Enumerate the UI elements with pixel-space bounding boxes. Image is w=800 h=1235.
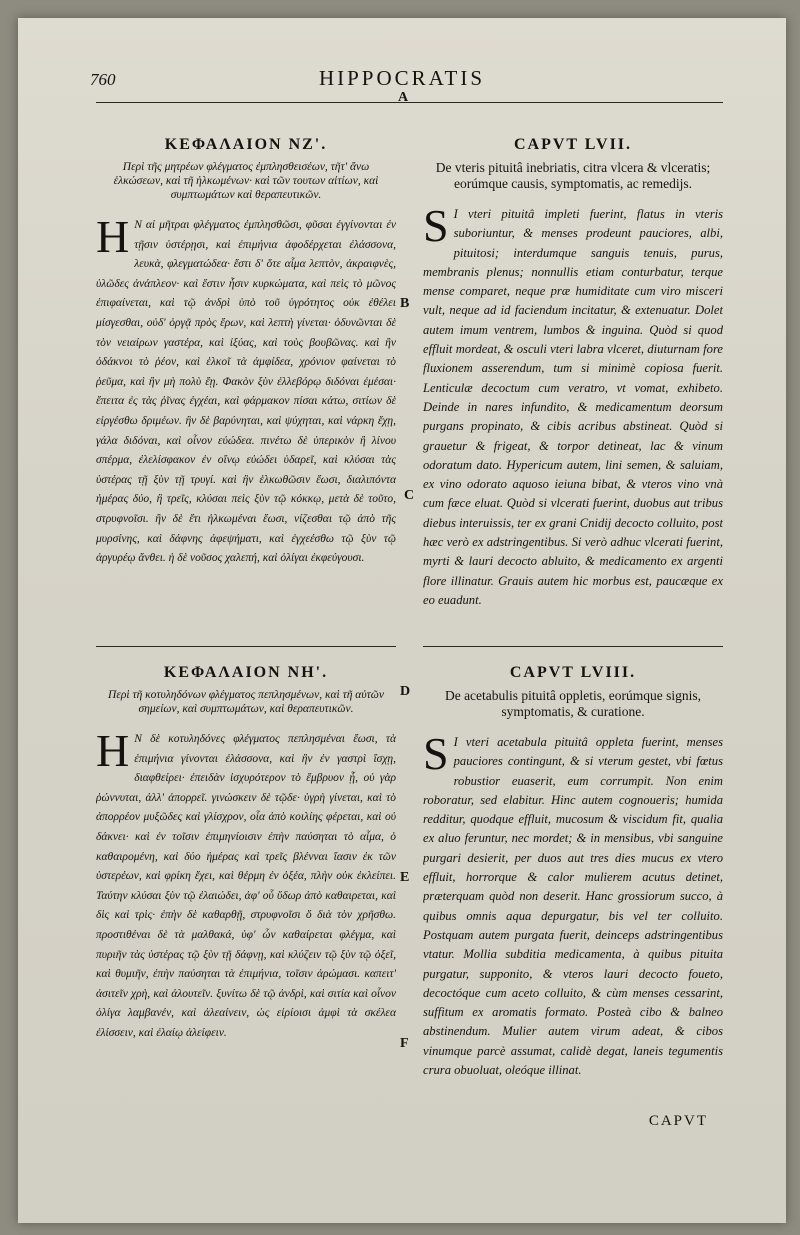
page-number: 760: [90, 70, 116, 89]
drop-cap: S: [423, 728, 449, 779]
book-page: [18, 18, 786, 1223]
work-title: HIPPOCRATIS: [318, 66, 486, 90]
greek-paragraph: Ν δὲ κοτυληδόνες φλέγματος πεπλησμέναι ἔωσι, τὰ ἐπιμήνια γίνονται ἐλάσσονα, καὶ ἢν ἐν γαστρὶ ἴσχῃ, διαφθείρει· ἐπειδὰν ἰσχυρότερον τὸ ἔμβρυον ᾖ, οὐ γὰρ ῥώννυται, ἀλλ' ἀπορρεῖ. γινώσκειν δὲ τῷδε· ὑγρὴ γίνεται, καὶ τὸ ἀπορρέον μυξῶδες καὶ γλίσχρον, οἷα ἀπὸ κοιλίης φέρεται, καὶ οὐ δάκνει· καὶ ἐν τοῖσιν ἐπιμηνίοισιν ἐπὴν παύσηται τὸ αἷμα, ὁ καθαιρομένη, καὶ δύο ἡμέρας καὶ τρεῖς βλένναι ἴασιν ἐκ τῶν ὑστερέων, καὶ φρίκη ἔχει, καὶ θέρμη ἐν ὀξέα, πλὴν οὐκ ἐκλείπει. Ταύτην κλύσαι ξὺν τῷ ἐλαιώδει, ἀφ' οὗ ὕδωρ ἀπὸ καθαιρεται, καὶ δὶς καὶ τρὶς· ἐπὴν δὲ καθαρθῇ, στρυφνοῖσι ὅ διὰ τὸν χρῆσθω. προστιθέναι δὲ τὰ μαλθακά, ὑφ' ὧν καθαίρεται φλέγμα, καὶ πυριῆν τὰς ὑστέρας τῷ ξὺν τῇ δάφνῃ, καὶ κλύζειν τῷ ξὺν τῷ ὀξεῖ, καὶ θυμιῆν, ἐπὴν παύσηται τὰ ἐπιμήνια, τοῖσιν ἀρώμασι. καπειτ' ἀσιτεῖν χρὴ, καὶ ἀλουτεῖν. ξυνίτω δὲ τῷ ἀνδρὶ, καὶ σιτία καὶ οἶνον ὀλίγα λαμβανέν, καὶ ἀλεαίνειν, ὡς εἰρίοισι ἀμφὶ τὰ σκέλεα ἐλίσσειν, καὶ ἐλαίῳ ἀλείφειν.: [96, 733, 396, 1039]
latin-chapter-summary: De acetabulis pituitâ oppletis, eorúmque signis, symptomatis, & curatione.: [444, 688, 702, 719]
greek-chapter-text: [96, 725, 396, 1044]
greek-chapter-heading: ΚΕΦΑΛΑΙΟΝ ΝΗ'.: [163, 664, 329, 681]
latin-column-chapter-57: [423, 136, 723, 638]
catchword: CAPVT: [648, 1113, 708, 1129]
greek-column-chapter-57: [96, 136, 396, 638]
margin-letter-b: B: [400, 296, 410, 311]
latin-paragraph: I vteri acetabula pituitâ oppleta fuerint, menses pauciores contingunt, & si vterum gestet, vbi fœtus robustior euaserit, eum corrumpit. Non enim roboratur, sed elabitur. Hinc autem cognoueris; humida redditur, quodque effluit, mucosum & viscidum fit, qualia ex aluo feruntur, nec mordet; & in mensibus, vbi sanguine purgari desierit, per duos aut tres dies mucus ex vtero effluit, horrorque & calor mulierem acutus detinet, præterquam quòd non deserit. Hanc grossiorum succo, à quibus omnis aqua depurgatur, bis vel ter colluito. Postquam autem purgata fuerit, deinceps adstringentibus vtatur. Mollia subditia medicamenta, à quibus pituita purgatur, supponito, & vteros lauri decocto foueto, decoctóque cum aceto colluito, & cùm menses cessarint, suffitum ex aromatis formato. Posteà cibo & balneo abstinendum. Mulier autem virum adeat, & cibos vinumque parcè assumat, calidè degat, laneis tegumentis crura obuoluat, oleóque illinat.: [423, 735, 723, 1078]
latin-column-chapter-58: [423, 664, 723, 1096]
greek-paragraph: Ν αἱ μῆτραι φλέγματος ἐμπλησθῶσι, φῦσαι ἐγγίνονται ἐν τῇσιν ὑστέρῃσι, καὶ ἐπιμήνια ἀφοδέρχεται ἐλάσσονα, λευκὰ, φλεγματώδεα· ἔστι δ' ὅτε αἷμα λεπτὸν, ἀκραιφνὲς, ὑλῶδες ἀνάπλεον· καὶ ἔστιν ἦσιν κυρκώματα, καὶ πεὶς τὸ μῶνος ἐπιφαίνεται, καὶ τῷ ἀνδρὶ ὑπὸ τοῦ ὑγρότητος οὐκ ἐθέλει μίσγεσθαι, οὐδ' ὀργᾷ πρὸς ἔρων, καὶ λεπτὴ γίνεται· ὀδυνῶνται δὲ τὸν νειαίρων γαστέρα, καὶ ἰξύας, καὶ τοὺς βουβῶνας. καὶ ἢν ὀδάκνοι τὸ ῥέον, καὶ ἑλκοῖ τὰ ἀμφίδεα, χρόνιον φαίνεται τὸ ῥεῦμα, καὶ ἢν μὴ πολὺ ἔῃ. Φακὸν ξὺν ἐλλεβόρῳ διδόναι ἐμέσαι· ἔπειτα ἐς τὰς ῥῖνας ἐγχέαι, καὶ φάρμακον πίσαι κάτω, σιτίων δὲ εἰργέσθω δριμέων. ἢν δὲ βαρύνηται, καὶ ψύχηται, καὶ νάρκη ἔχῃ, γάλα διδόναι, καὶ οἶνον εὐώδεα. πινέτω δὲ ὑπερικὸν ἢ λίνου σπέρμα, ἐλελίσφακον ἐν οἴνῳ εὐώδει ὑδαρεῖ, καὶ κλύσαι τὰς ὑστέρας τῇ ξὺν τῇ τρυγί. καὶ ἢν ἑλκωθῶσιν ἔωσι, διαλιπόντα ἡμέρας δύο, ἢ τρεῖς, κλύσαι πεὶς ξὺν τῷ κόκκῳ, μετὰ δὲ τοῦτο, στρυφνοῖσι. ἢν δὲ ἔτι ἡλκωμέναι ἔωσι, νίζεσθαι τῷ ἀπὸ τῆς μυρσίνης, καὶ δάφνης ἀφεψήματι, καὶ ἐγχεέσθω τῷ ξὺν τῷ ἀργυρέῳ ἄνθει. ἡ δὲ νοῦσος χαλεπή, καὶ ὀλίγαι ἐκφεύγουσι.: [96, 219, 396, 565]
latin-chapter-text: [423, 200, 723, 610]
latin-chapter-text: [423, 728, 723, 1080]
greek-chapter-heading: ΚΕΦΑΛΑΙΟΝ ΝΖ'.: [164, 136, 328, 153]
latin-chapter-heading: CAPVT LVIII.: [509, 664, 637, 681]
greek-chapter-summary: Περὶ τῆ κοτυληδόνων φλέγματος πεπλησμένων, καὶ τῆ αὐτῶν σημείων, καὶ συμπτωμάτων, καὶ θεραπευτικῶν.: [108, 689, 384, 715]
margin-letter-c: C: [404, 488, 415, 503]
latin-chapter-summary: De vteris pituitâ inebriatis, citra vlcera & vlceratis; eorúmque causis, symptomatis, ac remedijs.: [435, 160, 711, 191]
greek-chapter-summary: Περὶ τῆς μητρέων φλέγματος ἐμπλησθεισέων, τῆτ' ἄνω ἑλκώσεων, καὶ τῆ ἡλκωμένων· καὶ τῶν τουτων αἰτίων, καὶ συμπτωμάτων καὶ θεραπευτικῶν.: [113, 161, 379, 201]
margin-letter-f: F: [400, 1036, 409, 1051]
margin-letter-e: E: [400, 870, 410, 885]
drop-cap: S: [423, 200, 449, 251]
drop-cap: Η: [96, 725, 130, 776]
latin-section-rule: [423, 646, 723, 647]
latin-paragraph: I vteri pituitâ impleti fuerint, flatus in vteris suboriuntur, & menses prodeunt pauciores, albi, pituitosi; interdumque sanguis tenuis, purus, membranis plenus; nonnullis etiam conturbatur, terque mense comparet, neque præ humiditate cum viro misceri vult, neque ad id faciendum incitatur, & extenuatur. Dolet autem imum ventrem, lumbos & inguina. Quòd si quod effluit mordeat, & osculi vteri labra vlceret, diuturnam fore fluxionem asserendum, tum si minimè copiosa fuerit. Lenticulæ decoctum cum veratro, vt vomat, exhibeto. Deinde in nares infundito, & medicamentum deorsum purgans propinato, & cibis acribus abstineat. Quòd si grauetur & frigeat, & torpor detineat, lac & vinum odoratum dato. Hypericum autem, lini semen, & saluiam, ex vino odorato aquoso ieiuna bibat, & vteros vino vnà cum fæce eluat. Quòd si vlcerati fuerint, duobus aut tribus diebus interuissis, ter ex grani Cnidij decocto colluito, post hæc verò ex adstringentibus. Si verò adhuc vlcerati fuerint, myrti & lauri decocto abluito, & medicamento ex argenti flore illinatur. Grauis autem hic morbus est, paucæque ex eo euadunt.: [423, 207, 723, 607]
latin-chapter-heading: CAPVT LVII.: [513, 136, 633, 153]
margin-letter-d: D: [400, 684, 411, 699]
header-rule: [96, 102, 723, 103]
drop-cap: Η: [96, 211, 130, 262]
greek-column-chapter-58: [96, 664, 396, 1096]
margin-letter-a: A: [398, 90, 409, 105]
greek-chapter-text: [96, 211, 396, 569]
greek-section-rule: [96, 646, 396, 647]
